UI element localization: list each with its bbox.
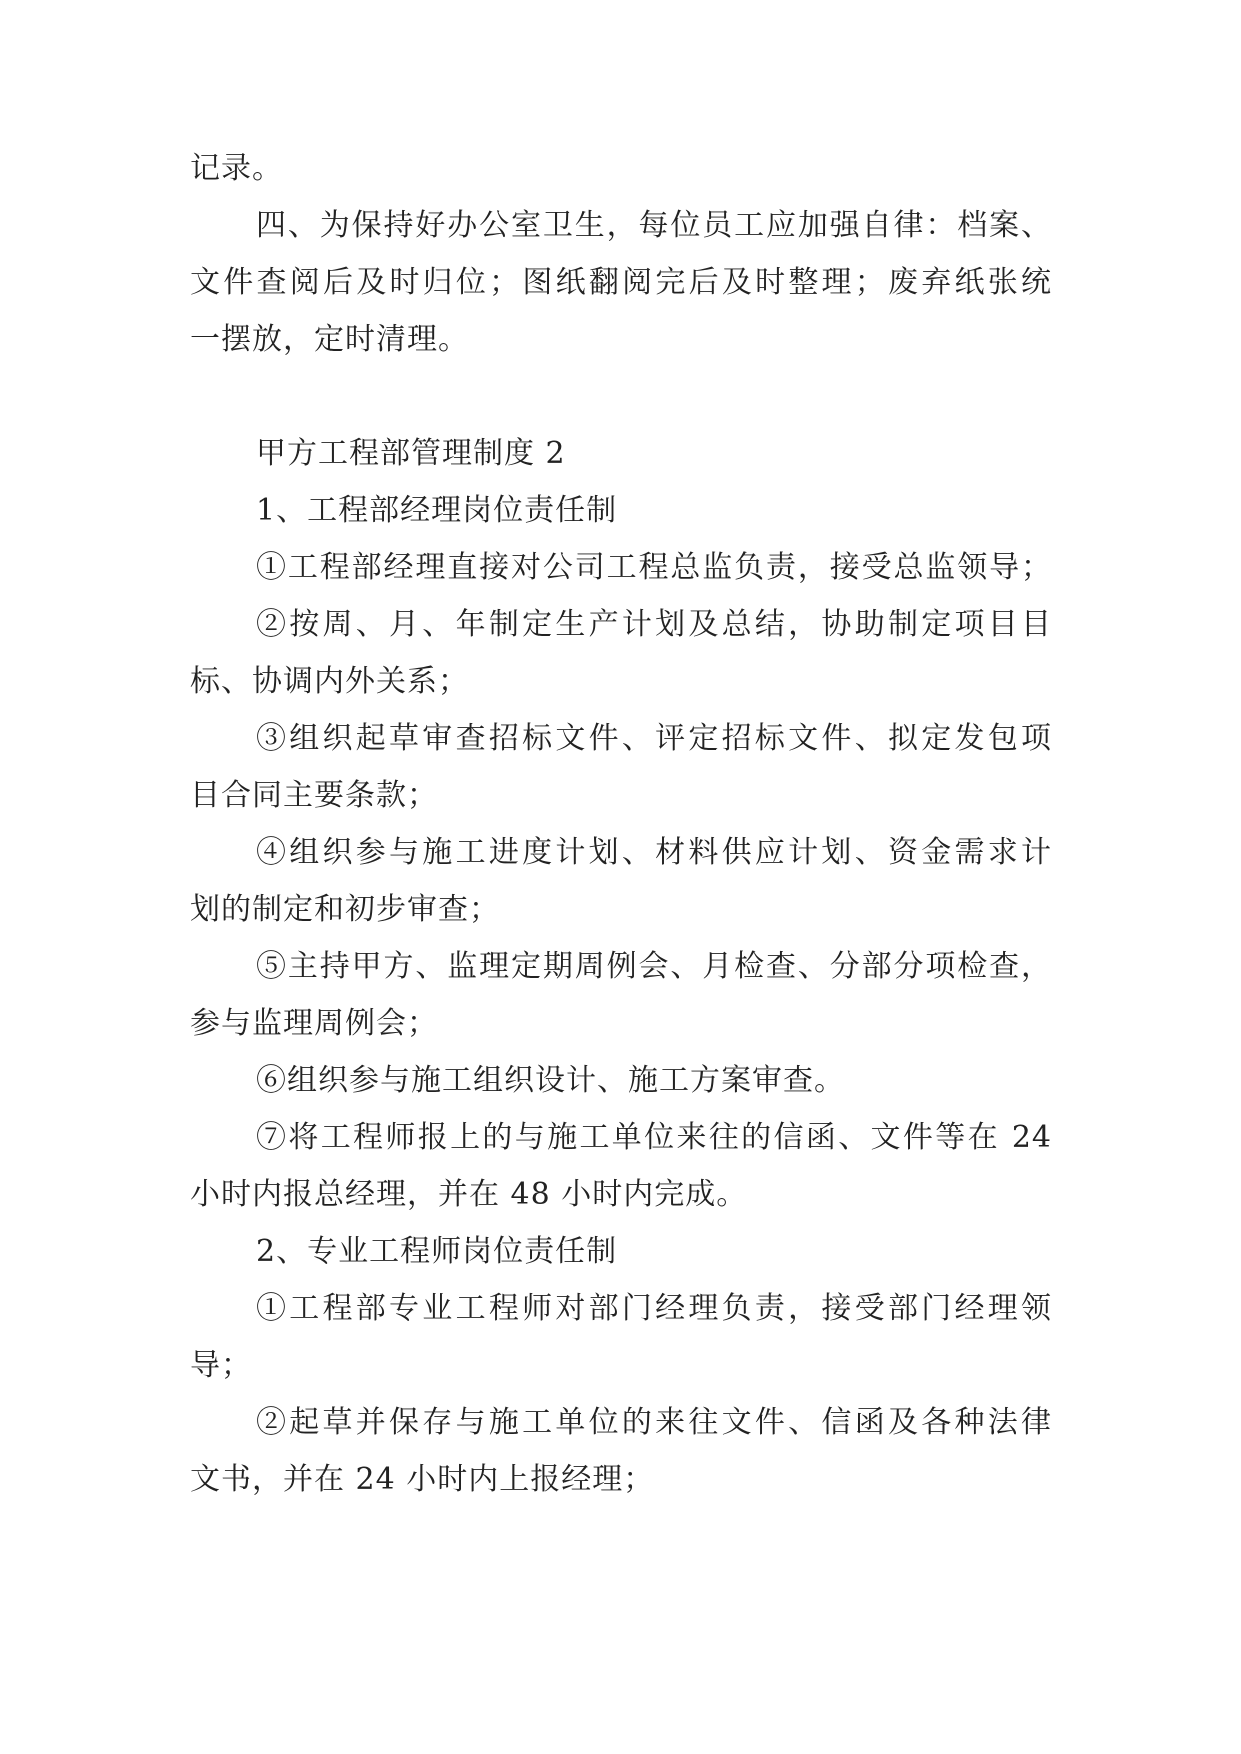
list-item-line: ②起草并保存与施工单位的来往文件、信函及各种法律 (256, 1405, 1052, 1440)
section-title: 甲方工程部管理制度 2 (256, 436, 566, 471)
list-item-line: ①工程部经理直接对公司工程总监负责，接受总监领导； (256, 550, 1052, 585)
text-line: 记录。 (190, 151, 283, 186)
text-line: 一摆放，定时清理。 (190, 322, 469, 357)
text-line: 导； (190, 1348, 252, 1383)
list-item-line: ①工程部专业工程师对部门经理负责，接受部门经理领 (256, 1291, 1052, 1326)
text-line: 小时内报总经理，并在 48 小时内完成。 (190, 1177, 748, 1212)
list-item-line: ⑤主持甲方、监理定期周例会、月检查、分部分项检查， (256, 949, 1052, 984)
text-line: 目合同主要条款； (190, 778, 438, 813)
paragraph-line: 四、为保持好办公室卫生，每位员工应加强自律：档案、 (256, 208, 1052, 243)
text-line: 参与监理周例会； (190, 1006, 438, 1041)
text-line: 文件查阅后及时归位；图纸翻阅完后及时整理；废弃纸张统 (190, 265, 1052, 300)
text-line: 标、协调内外关系； (190, 664, 469, 699)
text-line: 划的制定和初步审查； (190, 892, 500, 927)
list-item-line: ⑥组织参与施工组织设计、施工方案审查。 (256, 1063, 845, 1098)
list-item-line: ④组织参与施工进度计划、材料供应计划、资金需求计 (256, 835, 1052, 870)
subsection-title: 1、工程部经理岗位责任制 (256, 493, 618, 528)
list-item-line: ⑦将工程师报上的与施工单位来往的信函、文件等在 24 (256, 1120, 1052, 1155)
list-item-line: ②按周、月、年制定生产计划及总结，协助制定项目目 (256, 607, 1052, 642)
subsection-title: 2、专业工程师岗位责任制 (256, 1234, 618, 1269)
list-item-line: ③组织起草审查招标文件、评定招标文件、拟定发包项 (256, 721, 1052, 756)
text-line: 文书，并在 24 小时内上报经理； (190, 1462, 655, 1497)
